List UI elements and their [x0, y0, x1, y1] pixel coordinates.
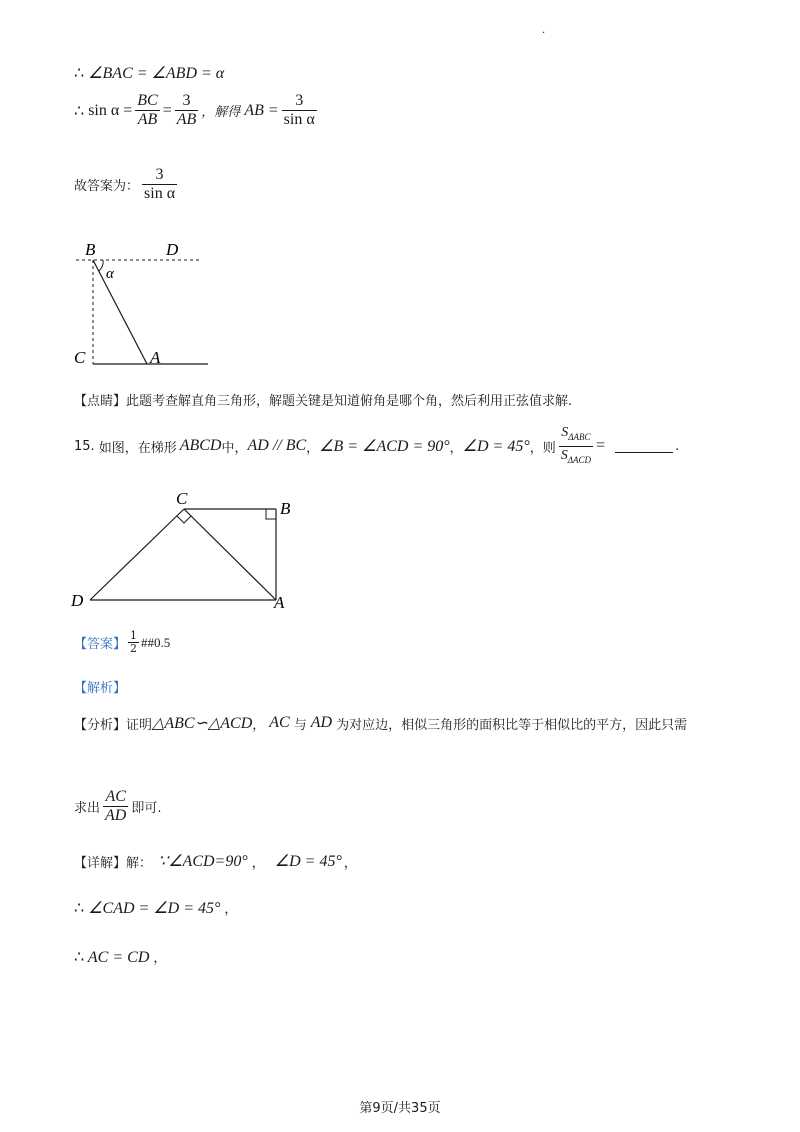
sine-lhs: sin α = — [88, 101, 133, 119]
math-acd-90: ∵∠ACD=90° — [158, 853, 248, 870]
analysis-text-6: 即可. — [131, 801, 162, 816]
detail-text-1: 解： — [126, 855, 153, 871]
comment-text: 此题考查解直角三角形，解题关键是知道俯角是哪个角，然后利用正弦值求解. — [126, 394, 573, 409]
label-d: D — [166, 240, 179, 259]
area-subscript: ΔACD — [567, 454, 592, 465]
fraction-numerator: AC — [103, 788, 128, 807]
answer-tag: 【答案】 — [74, 637, 127, 652]
figure-depression-angle — [70, 236, 220, 372]
question-15 — [74, 424, 679, 469]
label-b: B — [280, 499, 291, 518]
comma: ， — [153, 951, 167, 966]
area-symbol: S — [560, 447, 568, 463]
line-ba — [93, 260, 147, 364]
fraction-3-sin — [282, 92, 317, 129]
math-ad: AD — [310, 714, 333, 731]
analysis-text-1: 证明 — [126, 717, 153, 733]
math-cad: ∠CAD = ∠D = 45° — [88, 900, 221, 917]
detail-line-1 — [74, 851, 357, 871]
math-ac-cd: AC = CD — [87, 949, 150, 966]
page-footer: 第9页/共35页 — [359, 1101, 441, 1116]
question-number: 15. — [74, 438, 95, 454]
question-end: . — [675, 438, 680, 454]
label-d: D — [71, 591, 84, 610]
detail-line-3 — [74, 947, 166, 967]
question-text-2: 中， — [221, 440, 248, 456]
analysis-text-3: 与 — [293, 717, 307, 733]
comma: ， — [251, 855, 265, 871]
analysis-text-4: 为对应边，相似三角形的面积比等于相似比的平方，因此只需 — [336, 717, 688, 733]
comment-line — [74, 390, 572, 409]
angle-arc — [99, 260, 103, 271]
therefore-symbol: ∴ — [74, 949, 85, 966]
header-mark: · — [542, 28, 546, 39]
math-angle-d: ∠D = 45° — [462, 438, 530, 456]
label-a: A — [150, 348, 161, 367]
equals-sign: = — [162, 101, 172, 119]
area-ratio-fraction — [559, 424, 593, 469]
equals-sign: = — [596, 437, 606, 455]
fraction-denominator: AB — [176, 111, 197, 128]
ac-ad-fraction — [103, 788, 128, 825]
answer-fraction — [128, 630, 139, 655]
solution-line-2 — [74, 92, 320, 129]
math-parallel: AD // BC — [247, 437, 307, 455]
label-c: C — [176, 489, 188, 508]
math-ac: AC — [269, 714, 290, 731]
analysis-line — [74, 713, 687, 733]
fraction-numerator: 3 — [175, 92, 199, 111]
fraction-denominator: AB — [137, 111, 158, 128]
answer-blank — [615, 440, 673, 453]
fraction-3-ab — [175, 92, 199, 129]
solve-text: ，解得 — [201, 105, 241, 120]
detail-tag: 【详解】 — [74, 855, 127, 871]
math-right-angles: ∠B = ∠ACD = 90° — [319, 438, 450, 456]
therefore-symbol: ∴ — [74, 900, 85, 917]
fraction-numerator: 1 — [130, 629, 138, 642]
math-similar: △ABC∽△ACD — [152, 715, 253, 732]
comment-tag: 【点睛】 — [74, 394, 127, 409]
fraction-numerator: BC — [137, 92, 158, 109]
analysis-tag: 【解析】 — [74, 681, 127, 696]
answer-line — [74, 630, 170, 655]
angle-equation: ∠BAC = ∠ABD = α — [88, 65, 225, 82]
analysis-text-5: 求出 — [74, 801, 101, 816]
fraction-bc-ab — [135, 92, 159, 129]
comma: ， — [224, 902, 238, 917]
answer-suffix: ##0.5 — [141, 634, 171, 650]
question-text-4: ， — [449, 440, 463, 456]
question-text-5: ，则 — [529, 440, 556, 456]
diagonal-ca — [184, 509, 276, 600]
fraction-denominator: 2 — [130, 642, 138, 655]
solution-line-1 — [74, 63, 224, 83]
analysis-line-2 — [74, 788, 161, 825]
fraction-numerator: 3 — [282, 92, 317, 111]
right-angle-b — [266, 509, 276, 519]
therefore-symbol: ∴ — [74, 102, 85, 120]
right-angle-c — [177, 516, 191, 523]
fraction-numerator: 3 — [142, 166, 177, 185]
fraction-denominator: sin α — [144, 185, 176, 202]
fraction-denominator: AD — [105, 807, 127, 824]
side-dc — [90, 509, 184, 600]
fraction-numerator — [559, 424, 593, 447]
math-d-45: ∠D = 45° — [274, 853, 342, 870]
detail-line-2 — [74, 898, 237, 918]
label-c: C — [74, 348, 86, 367]
comma: ， — [343, 855, 357, 871]
answer-prefix: 故答案为： — [74, 179, 140, 194]
math-abcd: ABCD — [179, 437, 222, 455]
question-text-1: 如图，在梯形 — [98, 440, 177, 456]
question-text-3: ， — [306, 440, 320, 456]
label-b: B — [85, 240, 96, 259]
fraction-denominator: sin α — [283, 111, 315, 128]
label-alpha: α — [106, 266, 114, 282]
area-symbol: S — [561, 425, 569, 440]
analysis-text-2: ， — [252, 717, 266, 733]
analysis-label: 【分析】 — [74, 717, 127, 733]
answer-line-prev — [74, 166, 180, 203]
therefore-symbol: ∴ — [74, 65, 85, 82]
figure-trapezoid — [68, 488, 308, 614]
fraction-denominator — [559, 447, 593, 469]
ab-lhs: AB = — [244, 101, 279, 119]
label-a: A — [274, 593, 285, 612]
area-subscript: ΔABC — [568, 431, 591, 442]
answer-fraction — [142, 166, 177, 203]
